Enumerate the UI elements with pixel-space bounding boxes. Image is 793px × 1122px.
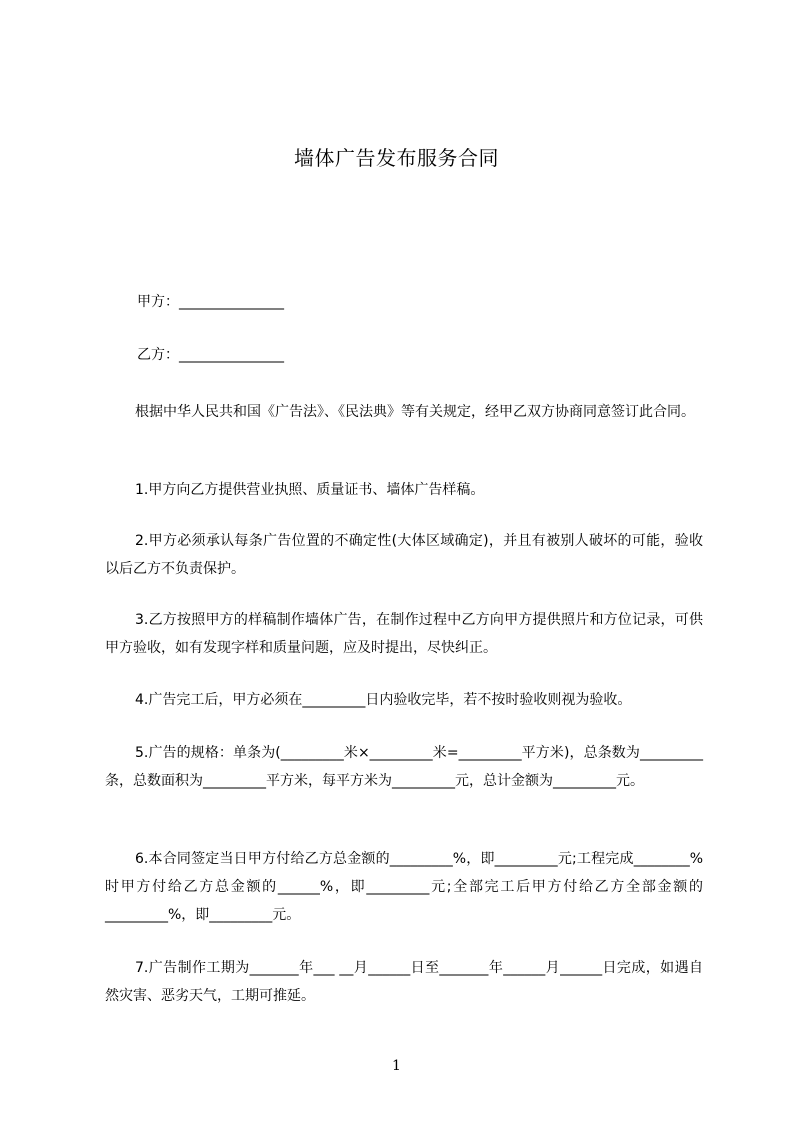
party-b-line: 乙方：_______________: [137, 347, 284, 363]
clause-2: [105, 527, 703, 583]
clause-5: [105, 739, 703, 795]
page-number: 1: [392, 1058, 401, 1074]
clause-4: [105, 686, 703, 714]
clause-text: 5.广告的规格：单条为(_________米×_________米=_________平方米)，总条数为_________条，总数面积为_________平方米，每平方米为_________元，总计金额为_________元。: [105, 745, 703, 789]
clause-text: 3.乙方按照甲方的样稿制作墙体广告，在制作过程中乙方向甲方提供照片和方位记录，可供甲方验收，如有发现字样和质量问题，应及时提出，尽快纠正。: [105, 612, 703, 656]
intro-text: 根据中华人民共和国《广告法》、《民法典》等有关规定，经甲乙双方协商同意签订此合同。: [135, 404, 695, 420]
clause-text: 1.甲方向乙方提供营业执照、质量证书、墙体广告样稿。: [135, 482, 485, 498]
clause-text: 6.本合同签定当日甲方付给乙方总金额的_________%，即_________元;工程完成________%时甲方付给乙方总金额的______%，即_________元;全部完工后甲方付给乙方全部金额的_________%，即_________元。: [105, 851, 703, 923]
clause-1: [105, 476, 703, 504]
clause-text: 4.广告完工后，甲方必须在_________日内验收完毕，若不按时验收则视为验收。: [135, 692, 632, 708]
clause-3: [105, 606, 703, 662]
clause-6: [105, 845, 703, 929]
party-a-line: 甲方：_______________: [137, 294, 284, 310]
intro-paragraph: [105, 398, 703, 426]
clause-text: 2.甲方必须承认每条广告位置的不确定性(大体区域确定)，并且有被别人破坏的可能，验收以后乙方不负责保护。: [105, 533, 703, 577]
clause-7: [105, 954, 703, 1010]
document-title: 墙体广告发布服务合同: [294, 146, 499, 170]
clause-text: 7.广告制作工期为_______年___ __月______日至_______年______月______日完成，如遇自然灾害、恶劣天气，工期可推延。: [105, 960, 703, 1004]
